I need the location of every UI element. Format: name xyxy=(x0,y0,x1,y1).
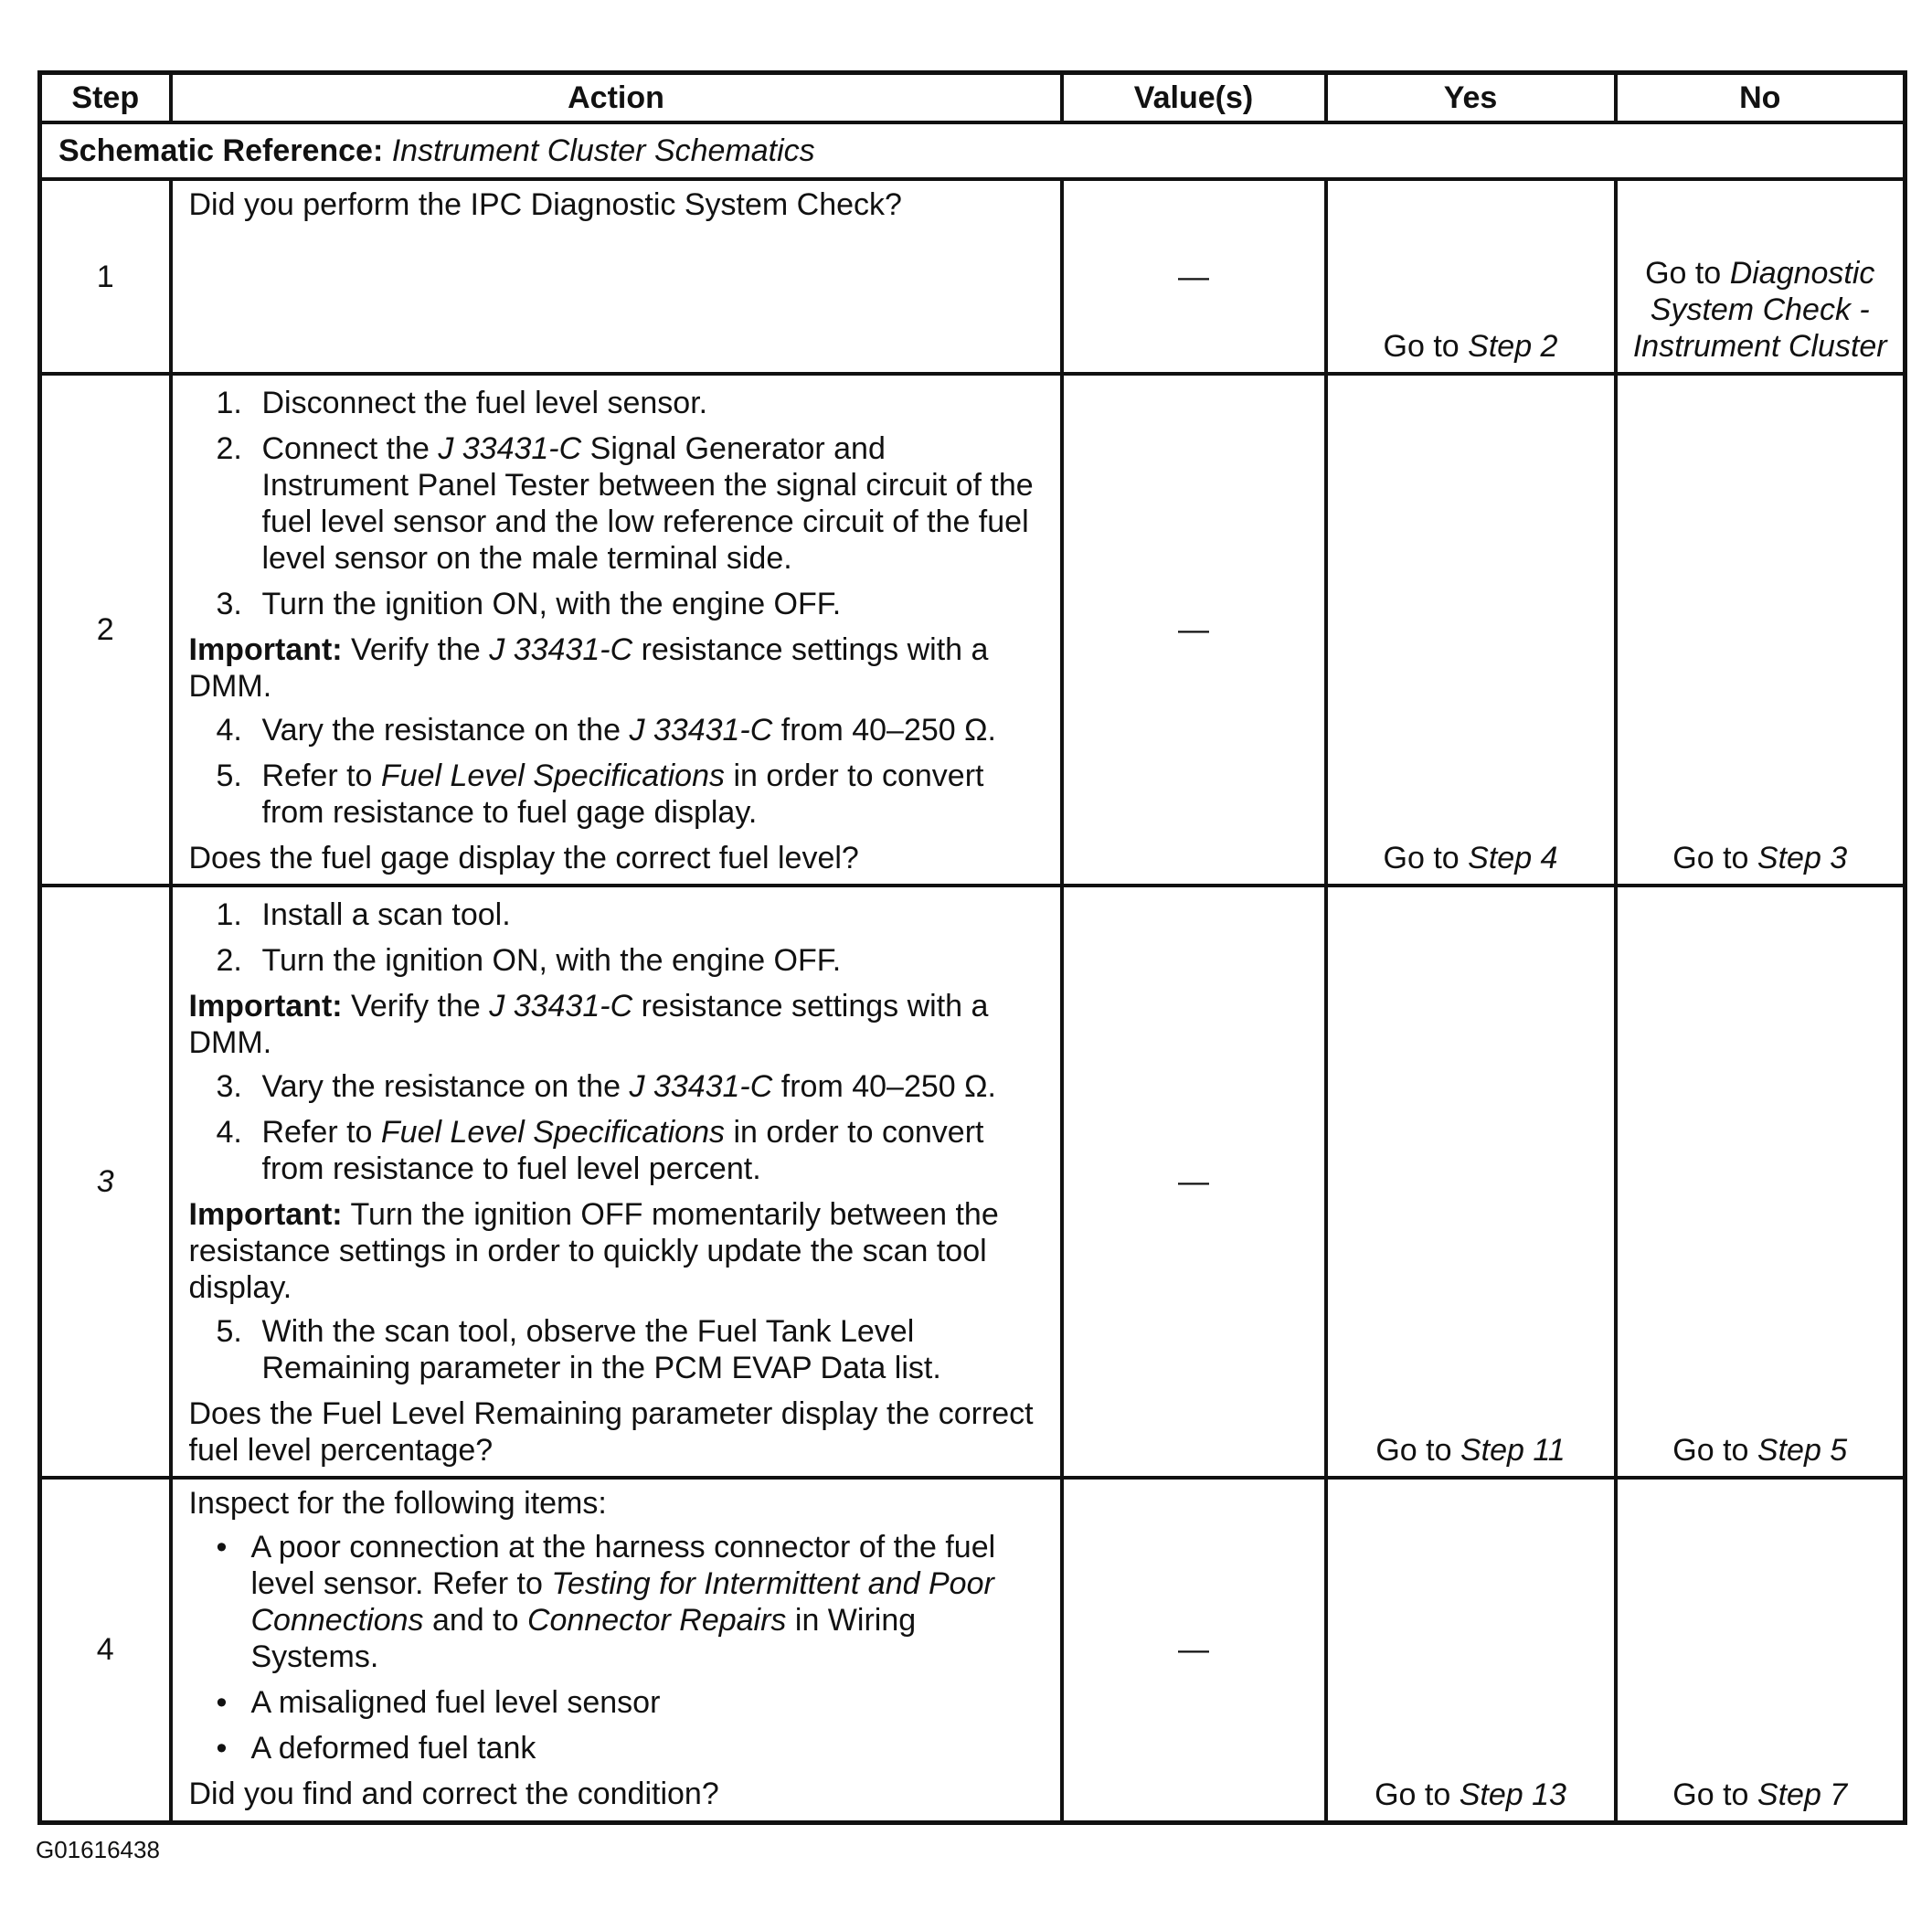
step-number: 4 xyxy=(40,1478,171,1822)
figure-id: G01616438 xyxy=(36,1836,160,1863)
spec-link[interactable]: Fuel Level Specifications xyxy=(380,758,725,793)
reference-link[interactable]: Connector Repairs xyxy=(526,1603,787,1638)
yes-link[interactable]: Step 4 xyxy=(1468,841,1558,875)
yes-prefix: Go to xyxy=(1383,329,1460,364)
important-note: Important: Verify the J 33431-C resistance settings with a DMM. xyxy=(188,989,989,1060)
list-item: • A deformed fuel tank xyxy=(216,1731,536,1766)
list-item: 2. Turn the ignition ON, with the engine OFF. xyxy=(216,943,842,978)
table-row-step-4 xyxy=(40,1478,1905,1822)
diagnostic-table-container xyxy=(37,70,1903,1825)
step-number: 2 xyxy=(40,374,171,886)
no-cell: Go to Step 7 xyxy=(1616,1478,1905,1822)
value-cell: — xyxy=(1062,374,1326,886)
table-row-step-3 xyxy=(40,886,1905,1478)
bullet-icon: • xyxy=(216,1530,228,1565)
procedure-list xyxy=(189,1068,1036,1187)
action-cell xyxy=(171,374,1062,886)
header-step: Step xyxy=(40,73,171,123)
procedure-list xyxy=(189,896,1036,979)
step-number: 1 xyxy=(40,179,171,374)
action-cell xyxy=(171,179,1062,374)
yes-cell: Go to Step 11 xyxy=(1326,886,1616,1478)
no-link[interactable]: Step 5 xyxy=(1757,1433,1848,1468)
header-values: Value(s) xyxy=(1062,73,1326,123)
important-note: Important: Verify the J 33431-C resistance settings with a DMM. xyxy=(188,632,989,704)
list-item: 4. Vary the resistance on the J 33431-C from 40–250 Ω. xyxy=(216,713,996,748)
action-cell xyxy=(171,886,1062,1478)
inspect-intro: Inspect for the following items: xyxy=(188,1486,607,1521)
header-no: No xyxy=(1616,73,1905,123)
action-question: Does the fuel gage display the correct fuel level? xyxy=(188,841,859,875)
tool-reference: J 33431-C xyxy=(438,431,582,466)
no-link[interactable]: Diagnostic System Check - Instrument Cluster xyxy=(1632,256,1887,364)
list-item: 3. Turn the ignition ON, with the engine OFF. xyxy=(216,587,842,621)
bullet-icon: • xyxy=(216,1731,228,1766)
action-question: Does the Fuel Level Remaining parameter display the correct fuel level percentage? xyxy=(188,1396,1034,1468)
list-item: 2. Connect the J 33431-C Signal Generator and Instrument Panel Tester between the signal circuit of the fuel level sensor and the low reference circuit of the fuel level sensor on the male terminal side. xyxy=(216,431,1034,576)
schematic-reference-label: Schematic Reference: xyxy=(58,133,384,168)
procedure-list xyxy=(189,1313,1036,1386)
no-cell: Go to Step 3 xyxy=(1616,374,1905,886)
list-item: 1. Disconnect the fuel level sensor. xyxy=(216,386,708,420)
yes-link[interactable]: Step 2 xyxy=(1468,329,1558,364)
list-item: 5. Refer to Fuel Level Specifications in order to convert from resistance to fuel gage display. xyxy=(216,758,984,830)
list-item: 5. With the scan tool, observe the Fuel Tank Level Remaining parameter in the PCM EVAP Data list. xyxy=(216,1314,941,1385)
procedure-list xyxy=(189,712,1036,831)
action-question: Did you perform the IPC Diagnostic System Check? xyxy=(188,187,902,222)
diagnostic-table xyxy=(37,70,1907,1825)
list-item: • A misaligned fuel level sensor xyxy=(216,1685,661,1720)
no-prefix: Go to xyxy=(1645,256,1722,291)
action-question: Did you find and correct the condition? xyxy=(188,1777,719,1811)
yes-cell xyxy=(1326,179,1616,374)
table-row-step-2 xyxy=(40,374,1905,886)
list-item: • A poor connection at the harness connector of the fuel level sensor. Refer to Testing for Intermittent and Poor Connections and to Connector Repairs in Wiring Systems. xyxy=(216,1530,996,1674)
bullet-icon: • xyxy=(216,1685,228,1720)
yes-cell: Go to Step 4 xyxy=(1326,374,1616,886)
list-item: 3. Vary the resistance on the J 33431-C from 40–250 Ω. xyxy=(216,1069,996,1104)
step-number: 3 xyxy=(40,886,171,1478)
no-link[interactable]: Step 7 xyxy=(1757,1777,1848,1812)
schematic-reference-row xyxy=(40,122,1905,179)
inspection-list xyxy=(189,1529,1036,1766)
value-cell: — xyxy=(1062,179,1326,374)
action-cell xyxy=(171,1478,1062,1822)
yes-link[interactable]: Step 13 xyxy=(1459,1777,1566,1812)
no-cell xyxy=(1616,179,1905,374)
spec-link[interactable]: Fuel Level Specifications xyxy=(380,1115,725,1150)
list-item: 4. Refer to Fuel Level Specifications in order to convert from resistance to fuel level percent. xyxy=(216,1115,984,1186)
schematic-reference-cell xyxy=(40,122,1905,179)
header-yes: Yes xyxy=(1326,73,1616,123)
schematic-reference-link[interactable]: Instrument Cluster Schematics xyxy=(391,133,815,168)
yes-link[interactable]: Step 11 xyxy=(1460,1433,1566,1468)
procedure-list xyxy=(189,385,1036,622)
reference-link[interactable]: Testing for Intermittent and Poor Connections xyxy=(250,1566,994,1638)
value-cell: — xyxy=(1062,886,1326,1478)
table-row-step-1 xyxy=(40,179,1905,374)
no-link[interactable]: Step 3 xyxy=(1757,841,1848,875)
no-cell: Go to Step 5 xyxy=(1616,886,1905,1478)
important-note: Important: Turn the ignition OFF momentarily between the resistance settings in order to quickly update the scan tool display. xyxy=(188,1197,999,1305)
yes-cell: Go to Step 13 xyxy=(1326,1478,1616,1822)
value-cell: — xyxy=(1062,1478,1326,1822)
list-item: 1. Install a scan tool. xyxy=(216,897,511,932)
header-row xyxy=(40,73,1905,123)
header-action: Action xyxy=(171,73,1062,123)
